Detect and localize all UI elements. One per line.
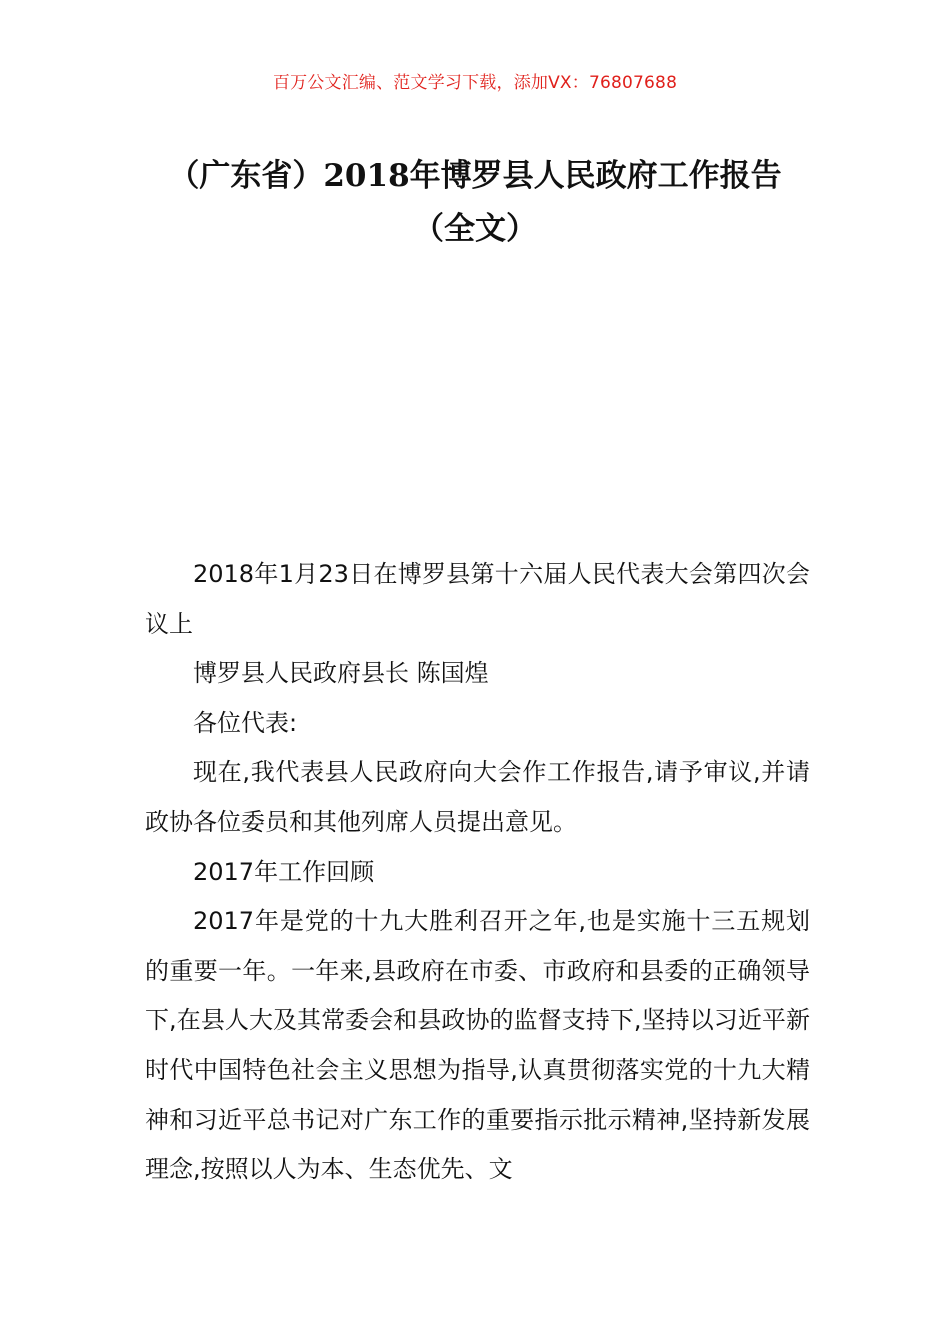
section-heading: 2017年工作回顾 xyxy=(193,857,375,886)
paragraph-intro: 现在,我代表县人民政府向大会作工作报告,请予审议,并请政协各位委员和其他列席人员提出意见。 xyxy=(145,758,810,836)
document-title: （广东省）2018年博罗县人民政府工作报告（全文） xyxy=(168,158,782,247)
watermark-banner: 百万公文汇编、范文学习下载，添加VX：76807688 xyxy=(272,73,678,93)
paragraph-author: 博罗县人民政府县长 陈国煌 xyxy=(193,659,489,688)
paragraph-meeting-info: 2018年1月23日在博罗县第十六届人民代表大会第四次会议上 xyxy=(145,560,810,638)
paragraph-salutation: 各位代表: xyxy=(193,708,298,737)
paragraph-review: 2017年是党的十九大胜利召开之年,也是实施十三五规划的重要一年。一年来,县政府在市委、市政府和县委的正确领导下,在县人大及其常委会和县政协的监督支持下,坚持以习近平新时代中国特色社会主义思想为指导,认真贯彻落实党的十九大精神和习近平总书记对广东工作的重要指示批示精神,坚持新发展理念,按照以人为本、生态优先、文 xyxy=(145,907,810,1184)
document-body xyxy=(145,550,810,1195)
